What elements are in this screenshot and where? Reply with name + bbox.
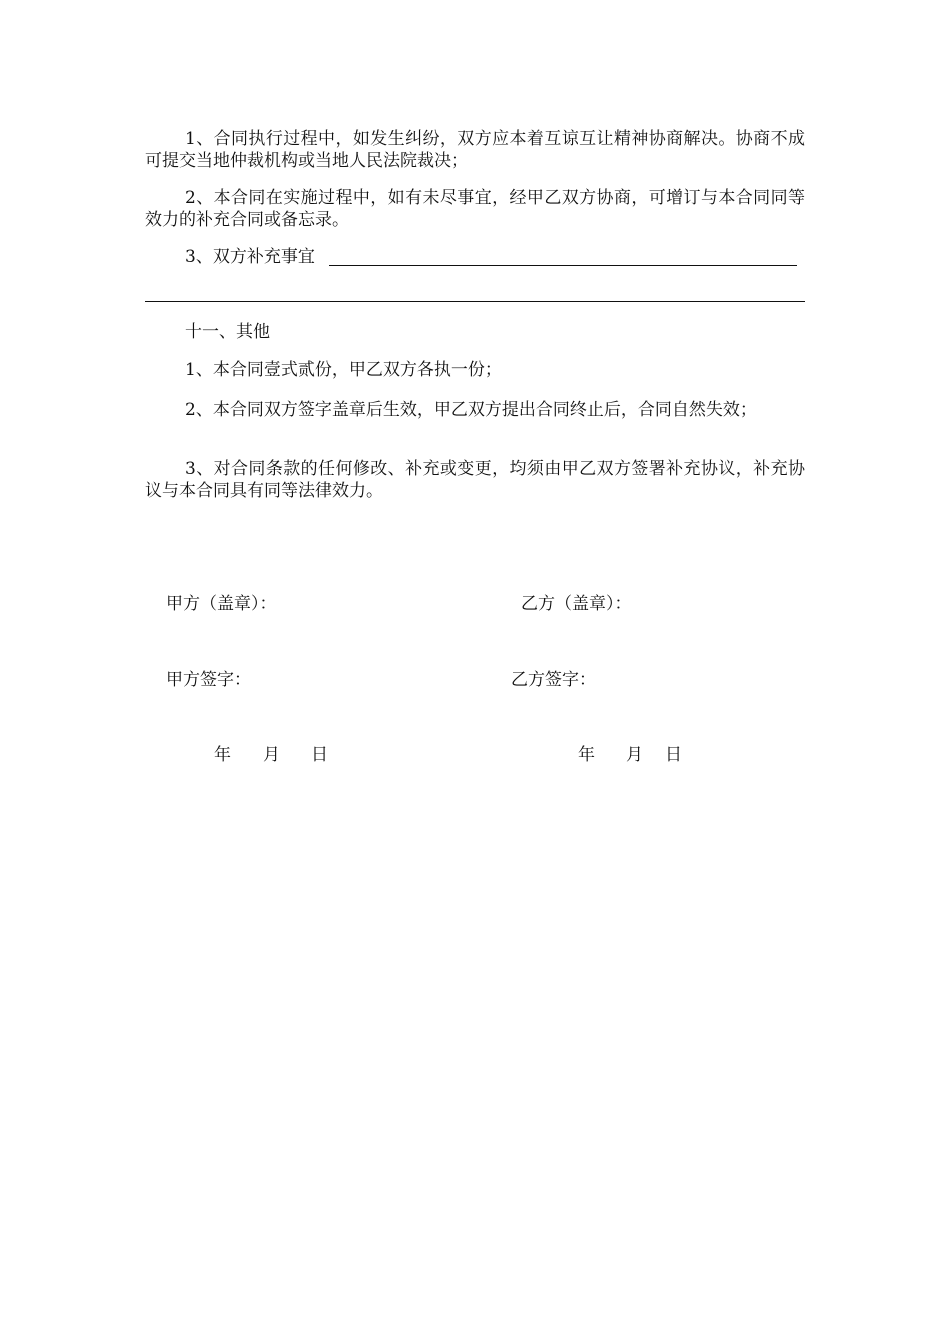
clause-11-2: 2、本合同双方签字盖章后生效，甲乙双方提出合同终止后，合同自然失效； bbox=[185, 400, 757, 420]
clause-11-1: 1、本合同壹式贰份，甲乙双方各执一份； bbox=[185, 360, 502, 380]
clause-11-3: 3、对合同条款的任何修改、补充或变更，均须由甲乙双方签署补充协议，补充协议与本合同具有同等法律效力。 bbox=[145, 459, 805, 501]
party-b-sign-label: 乙方签字： bbox=[511, 670, 596, 690]
party-b-date-month: 月 bbox=[626, 745, 643, 765]
supplement-blank-line-1 bbox=[329, 265, 797, 266]
supplement-blank-line-2 bbox=[145, 301, 805, 302]
party-a-date-year: 年 bbox=[214, 745, 231, 765]
clause-10-3: 3、双方补充事宜 bbox=[185, 247, 315, 267]
clause-10-1: 1、合同执行过程中，如发生纠纷，双方应本着互谅互让精神协商解决。协商不成可提交当地仲裁机构或当地人民法院裁决； bbox=[145, 129, 805, 171]
party-b-seal-label: 乙方（盖章）： bbox=[521, 594, 632, 614]
party-a-seal-label: 甲方（盖章）： bbox=[166, 594, 277, 614]
section-11-heading: 十一、其他 bbox=[185, 322, 270, 342]
party-a-sign-label: 甲方签字： bbox=[166, 670, 251, 690]
party-b-date-year: 年 bbox=[578, 745, 595, 765]
clause-10-2: 2、本合同在实施过程中，如有未尽事宜，经甲乙双方协商，可增订与本合同同等效力的补充合同或备忘录。 bbox=[145, 188, 805, 230]
party-a-date-day: 日 bbox=[311, 745, 328, 765]
party-b-date-day: 日 bbox=[665, 745, 682, 765]
party-a-date-month: 月 bbox=[263, 745, 280, 765]
